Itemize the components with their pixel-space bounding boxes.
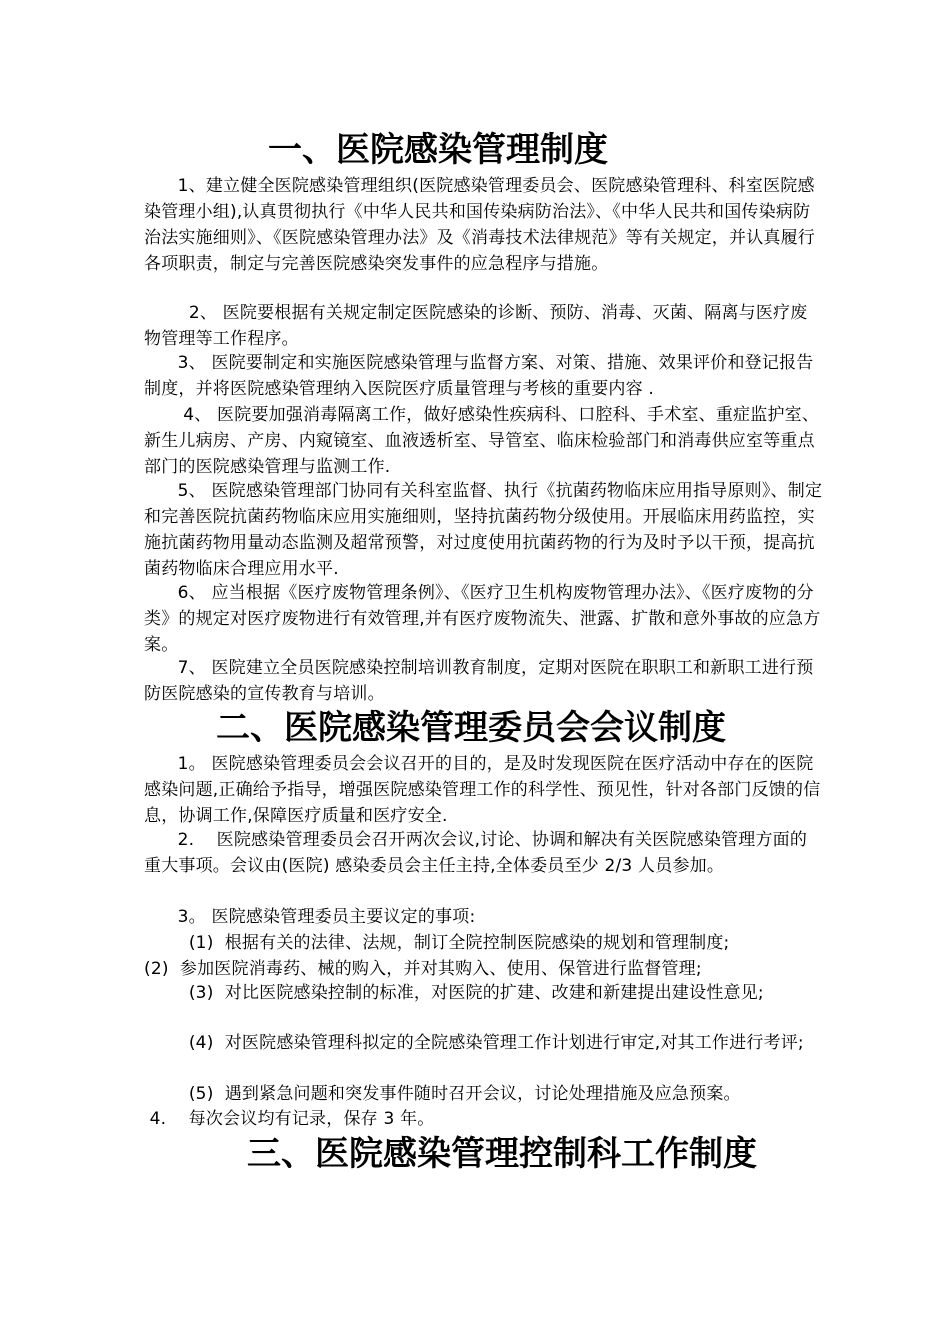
section-1-paragraph-7: 7、 医院建立全员医院感染控制培训教育制度，定期对医院在职职工和新职工进行预防医院感染的宣传教育与培训。 bbox=[144, 658, 814, 704]
section-2-paragraph-3: 3。 医院感染管理委员主要议定的事项: bbox=[144, 907, 476, 927]
section-1-paragraph-3: 3、 医院要制定和实施医院感染管理与监督方案、对策、措施、效果评价和登记报告制度，并将医院感染管理纳入医院医疗质量管理与考核的重要内容 . bbox=[144, 353, 814, 399]
section-2-paragraph-1: 1。 医院感染管理委员会会议召开的目的，是及时发现医院在医疗活动中存在的医院感染问题,正确给予指导，增强医院感染管理工作的科学性、预见性，针对各部门反馈的信息，协调工作,保障医疗质量和医疗安全. bbox=[144, 754, 821, 826]
section-1-paragraph-4: 4、 医院要加强消毒隔离工作，做好感染性疾病科、口腔科、手术室、重症监护室、新生儿病房、产房、内窥镜室、血液透析室、导管室、临床检验部门和消毒供应室等重点部门的医院感染管理与监测工作. bbox=[144, 405, 820, 477]
section-2-paragraph-2: 2. 医院感染管理委员会召开两次会议,讨论、协调和解决有关医院感染管理方面的重大事项。会议由(医院) 感染委员会主任主持,全体委员至少 2/3 人员参加。 bbox=[144, 830, 808, 876]
section-2-item-4: (4) 对医院感染管理科拟定的全院感染管理工作计划进行审定,对其工作进行考评; bbox=[144, 1033, 804, 1053]
section-1-paragraph-2: 2、 医院要根据有关规定制定医院感染的诊断、预防、消毒、灭菌、隔离与医疗废物管理等工作程序。 bbox=[144, 303, 808, 349]
section-title-3: 三、医院感染管理控制科工作制度 bbox=[247, 1134, 757, 1174]
section-2-item-2: (2) 参加医院消毒药、械的购入，并对其购入、使用、保管进行监督管理; bbox=[144, 959, 702, 979]
section-title-1: 一、医院感染管理制度 bbox=[268, 130, 608, 170]
section-2-item-3: (3) 对比医院感染控制的标准，对医院的扩建、改建和新建提出建设性意见; bbox=[144, 983, 764, 1003]
section-1-paragraph-1: 1、建立健全医院感染管理组织(医院感染管理委员会、医院感染管理科、科室医院感染管理小组),认真贯彻执行《中华人民共和国传染病防治法》、《中华人民共和国传染病防治法实施细则》、《医院感染管理办法》及《消毒技术法律规范》等有关规定，并认真履行各项职责，制定与完善医院感染突发事件的应急程序与措施。 bbox=[144, 176, 815, 274]
section-1-paragraph-6: 6、 应当根据《医疗废物管理条例》、《医疗卫生机构废物管理办法》、《医疗废物的分类》的规定对医疗废物进行有效管理,并有医疗废物流失、泄露、扩散和意外事故的应急方案。 bbox=[144, 583, 821, 655]
section-1-paragraph-5: 5、 医院感染管理部门协同有关科室监督、执行《抗菌药物临床应用指导原则》、制定和完善医院抗菌药物临床应用实施细则，坚持抗菌药物分级使用。开展临床用药监控，实施抗菌药物用量动态监测及超常预警，对过度使用抗菌药物的行为及时予以干预，提高抗菌药物临床合理应用水平. bbox=[144, 481, 823, 579]
section-2-item-1: (1) 根据有关的法律、法规，制订全院控制医院感染的规划和管理制度; bbox=[144, 933, 730, 953]
section-2-paragraph-4: 4. 每次会议均有记录，保存 3 年。 bbox=[144, 1109, 435, 1129]
section-2-item-5: (5) 遇到紧急问题和突发事件随时召开会议，讨论处理措施及应急预案。 bbox=[144, 1084, 741, 1104]
section-title-2: 二、医院感染管理委员会会议制度 bbox=[216, 708, 726, 748]
